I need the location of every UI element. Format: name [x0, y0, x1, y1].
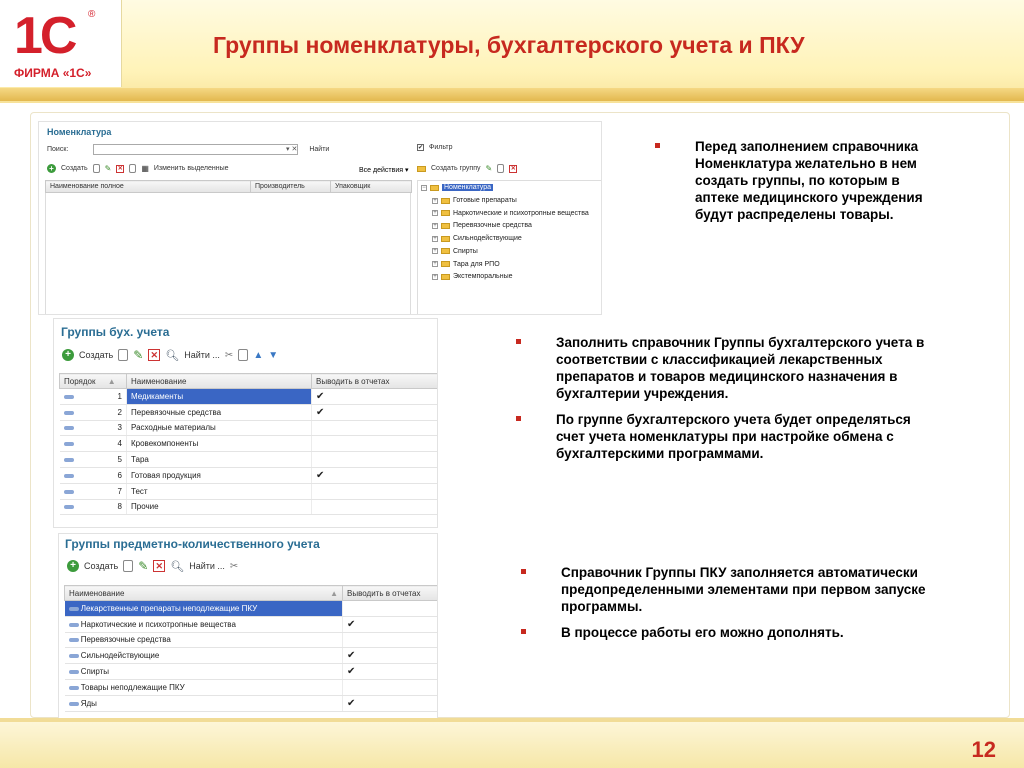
table-row[interactable]: [60, 452, 439, 468]
down-arrow-icon[interactable]: ▼: [268, 349, 279, 361]
sort-icon: ▲: [330, 588, 338, 598]
column-header[interactable]: Наименование: [127, 374, 312, 389]
check-cell: [312, 436, 439, 452]
clear-search-icon[interactable]: ✂: [224, 349, 234, 361]
bullet-item: Справочник Группы ПКУ заполняется автоматически предопределенными элементами при первом запуске программы.: [521, 564, 961, 615]
find-button[interactable]: Найти ...: [189, 561, 225, 571]
table-row[interactable]: [60, 420, 439, 436]
order-cell: 8: [60, 499, 127, 515]
item-icon: [64, 474, 74, 478]
bullet-marker: [516, 416, 521, 421]
window-title: Номенклатура: [47, 127, 112, 137]
create-group-button[interactable]: Создать группу: [431, 165, 481, 172]
bullet-list-2: [516, 334, 941, 471]
check-cell: [343, 679, 439, 695]
name-cell: Тара: [127, 452, 312, 468]
check-cell: ✔: [312, 404, 439, 420]
create-group-toolbar: [417, 164, 517, 173]
item-icon: [69, 702, 79, 706]
folder-icon: [441, 274, 450, 280]
item-icon: [64, 490, 74, 494]
folder-icon: [441, 198, 450, 204]
check-cell: [343, 632, 439, 648]
order-cell: 5: [60, 452, 127, 468]
item-icon: [64, 395, 74, 399]
name-cell: Перевязочные средства: [127, 404, 312, 420]
toolbar: [62, 348, 278, 362]
bullet-marker: [655, 143, 660, 148]
toolbar: [47, 164, 229, 173]
item-icon: [69, 686, 79, 690]
tree-item[interactable]: + Сильнодействующие: [433, 235, 522, 243]
tree-root[interactable]: − Номенклатура: [422, 184, 491, 191]
slide-title: Группы номенклатуры, бухгалтерского учета и ПКУ: [213, 32, 805, 58]
pku-groups-table: [64, 585, 438, 712]
nomenclature-window: [38, 121, 602, 315]
bullet-item: Заполнить справочник Группы бухгалтерского учета в соответствии с классификацией лекарственных препаратов и товаров медицинского назначения в бухгалтерии учреждения.: [516, 334, 941, 402]
expand-icon: +: [433, 248, 437, 255]
tree-item[interactable]: + Тара для РПО: [433, 260, 500, 268]
filter-label: Фильтр: [429, 144, 453, 151]
tree-item[interactable]: + Экстемпоральные: [433, 273, 513, 281]
up-arrow-icon[interactable]: ▲: [253, 349, 264, 361]
table-row[interactable]: [65, 632, 439, 648]
search-icon: 🔍︎: [165, 349, 180, 362]
name-cell: Наркотические и психотропные вещества: [65, 616, 343, 632]
order-cell: 7: [60, 483, 127, 499]
name-cell: Расходные материалы: [127, 420, 312, 436]
copy-icon[interactable]: [118, 349, 128, 361]
find-button[interactable]: Найти ...: [184, 350, 220, 360]
edit-icon[interactable]: ✎: [104, 164, 112, 173]
name-cell: Готовая продукция: [127, 467, 312, 483]
window-title: Группы предметно-количественного учета: [65, 537, 320, 551]
expand-icon: +: [433, 261, 437, 267]
table-body[interactable]: [45, 193, 411, 315]
expand-icon: +: [433, 210, 437, 217]
column-header[interactable]: Упаковщик: [331, 181, 412, 193]
find-button[interactable]: Найти: [309, 146, 330, 153]
table-row[interactable]: [60, 483, 439, 499]
bullet-marker: [521, 629, 526, 634]
bullet-list-1: [655, 138, 940, 232]
table-row[interactable]: [65, 695, 439, 711]
expand-icon: +: [433, 235, 437, 242]
check-cell: ✔: [312, 389, 439, 405]
column-header[interactable]: Выводить в отчетах: [343, 586, 439, 601]
check-cell: ✔: [343, 648, 439, 664]
edit-icon[interactable]: ✎: [133, 348, 144, 362]
delete-icon[interactable]: ✕: [117, 165, 123, 172]
copy-icon[interactable]: [123, 560, 133, 572]
order-cell: 3: [60, 420, 127, 436]
name-cell: Сильнодействующие: [65, 648, 343, 664]
item-icon: [64, 426, 74, 430]
item-icon: [69, 654, 79, 658]
clear-search-icon[interactable]: ✂: [229, 560, 239, 572]
sort-icon: ▲: [107, 376, 116, 386]
name-cell: Товары неподлежащие ПКУ: [65, 679, 343, 695]
slide-footer: [0, 722, 1024, 768]
folder-icon: [441, 236, 450, 242]
settings-icon[interactable]: ▦: [141, 164, 149, 173]
logo-mark: 1С: [14, 7, 75, 65]
check-cell: [343, 601, 439, 617]
add-icon: +: [47, 164, 56, 173]
table-row[interactable]: [60, 467, 439, 483]
add-icon: +: [67, 560, 79, 572]
search-label: Поиск:: [47, 146, 69, 153]
page-number: 12: [971, 737, 996, 762]
bullet-item: Перед заполнением справочника Номенклатура желательно в нем создать группы, по которым в аптеке медицинского учреждения будут распределены товары.: [655, 138, 940, 223]
check-cell: ✔: [343, 616, 439, 632]
filter-checkbox[interactable]: [417, 144, 453, 151]
folder-icon: [441, 210, 450, 216]
table-row[interactable]: [60, 436, 439, 452]
item-icon: [64, 505, 74, 509]
expand-icon: +: [433, 197, 437, 204]
table-row[interactable]: [60, 499, 439, 515]
tree-item[interactable]: + Наркотические и психотропные вещества: [433, 209, 589, 217]
item-icon: [69, 638, 79, 642]
pku-groups-window: [58, 533, 438, 720]
item-icon: [69, 670, 79, 674]
edit-selected-button[interactable]: Изменить выделенные: [153, 165, 229, 172]
check-cell: [312, 483, 439, 499]
item-icon: [64, 411, 74, 415]
name-cell: Медикаменты: [127, 389, 312, 405]
item-icon: [69, 623, 79, 627]
logo-text: ФИРМА «1С»: [14, 66, 92, 80]
bullet-item: По группе бухгалтерского учета будет определяться счет учета номенклатуры при настройке обмена с бухгалтерскими программами.: [516, 411, 941, 462]
window-title: Группы бух. учета: [61, 325, 170, 339]
name-cell: Тест: [127, 483, 312, 499]
check-cell: ✔: [343, 664, 439, 680]
check-cell: ✔: [312, 467, 439, 483]
column-header[interactable]: Наименование ▲: [65, 586, 343, 601]
column-header[interactable]: Порядок ▲: [60, 374, 127, 389]
search-icon: 🔍︎: [170, 560, 185, 573]
edit-icon[interactable]: ✎: [485, 164, 493, 173]
table-row[interactable]: [65, 601, 439, 617]
report-icon[interactable]: [238, 349, 248, 361]
folder-icon: [441, 248, 450, 254]
order-cell: 2: [60, 404, 127, 420]
bullet-marker: [516, 339, 521, 344]
column-header[interactable]: Производитель: [251, 181, 331, 193]
logo-registered: ®: [88, 9, 96, 20]
table-row[interactable]: [60, 404, 439, 420]
toolbar: [67, 559, 238, 573]
item-icon: [64, 458, 74, 462]
bullet-marker: [521, 569, 526, 574]
expand-icon: +: [433, 222, 437, 229]
table-row[interactable]: [65, 664, 439, 680]
accounting-groups-table: [59, 373, 438, 515]
check-cell: [312, 420, 439, 436]
bullet-item: В процессе работы его можно дополнять.: [521, 624, 961, 641]
delete-icon[interactable]: ✕: [510, 165, 516, 172]
tree-item[interactable]: + Спирты: [433, 247, 478, 255]
folder-icon: [441, 223, 450, 229]
name-cell: Кровекомпоненты: [127, 436, 312, 452]
item-icon: [64, 442, 74, 446]
folder-icon: [441, 261, 450, 267]
bullet-list-3: [521, 564, 961, 650]
tree-item[interactable]: + Перевязочные средства: [433, 222, 532, 230]
table-row[interactable]: [65, 616, 439, 632]
table-row[interactable]: [60, 389, 439, 405]
check-cell: [312, 452, 439, 468]
name-cell: Прочие: [127, 499, 312, 515]
accounting-groups-window: [53, 318, 438, 528]
delete-icon[interactable]: ✕: [148, 349, 160, 361]
item-icon: [69, 607, 79, 611]
create-button[interactable]: Создать: [61, 165, 88, 172]
add-icon: +: [62, 349, 74, 361]
copy-icon[interactable]: [93, 164, 100, 173]
create-button[interactable]: Создать: [84, 561, 119, 571]
logo: [0, 0, 122, 87]
check-cell: [312, 499, 439, 515]
folder-icon: [430, 185, 439, 191]
edit-icon[interactable]: ✎: [138, 559, 149, 573]
column-header[interactable]: Наименование полное: [46, 181, 251, 193]
search-input[interactable]: ▾ ✕: [93, 144, 298, 155]
create-button[interactable]: Создать: [79, 350, 114, 360]
search-bar: [47, 144, 329, 155]
nomenclature-table: [45, 180, 412, 193]
name-cell: Яды: [65, 695, 343, 711]
tree-item[interactable]: + Готовые препараты: [433, 197, 517, 204]
name-cell: Спирты: [65, 664, 343, 680]
tree-panel: [417, 180, 602, 315]
name-cell: Лекарственные препараты неподлежащие ПКУ: [65, 601, 343, 617]
collapse-icon: −: [422, 184, 426, 191]
all-actions-menu[interactable]: Все действия ▾: [359, 167, 409, 174]
order-cell: 1: [60, 389, 127, 405]
delete-icon[interactable]: ✕: [153, 560, 165, 572]
check-cell: ✔: [343, 695, 439, 711]
column-header[interactable]: Выводить в отчетах: [312, 374, 439, 389]
copy-icon[interactable]: [497, 164, 504, 173]
expand-icon: +: [433, 273, 437, 280]
checkbox-icon: ✔: [418, 145, 424, 151]
name-cell: Перевязочные средства: [65, 632, 343, 648]
report-icon[interactable]: [129, 164, 136, 173]
table-row[interactable]: [65, 648, 439, 664]
header-divider: [0, 88, 1024, 101]
table-row[interactable]: [65, 679, 439, 695]
folder-icon: [417, 166, 426, 172]
order-cell: 6: [60, 467, 127, 483]
order-cell: 4: [60, 436, 127, 452]
